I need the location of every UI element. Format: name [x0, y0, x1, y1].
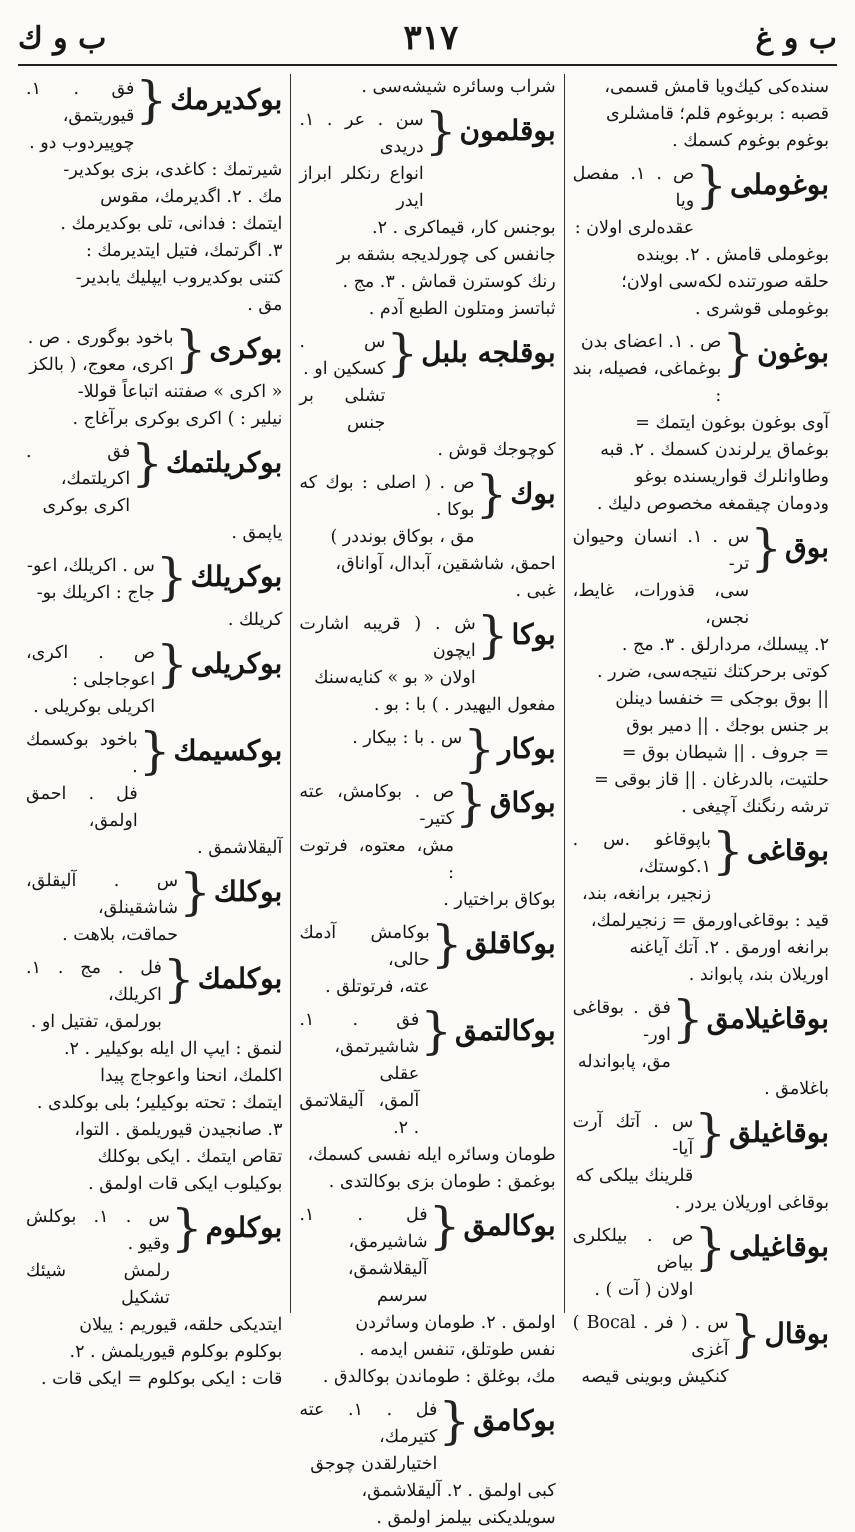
definition-line: فق . ١. شاشيرتمق، عقلى — [299, 1010, 420, 1084]
entry-spacer — [573, 1304, 829, 1308]
brace-glyph: { — [135, 71, 168, 129]
entry-head-row — [299, 1197, 556, 1310]
dictionary-entry — [26, 71, 283, 319]
entry-head-row — [26, 320, 283, 379]
headword: بوق — [785, 531, 829, 564]
definition-line: آليقلاشمق . — [197, 838, 283, 858]
dictionary-entry — [26, 320, 283, 433]
definition-line: || بوق بوجكى = خنفسا دينلن — [615, 689, 829, 709]
definition-start — [573, 995, 671, 1076]
brace-glyph: { — [430, 915, 463, 973]
definition-line: باغلامق . — [764, 1079, 829, 1099]
definition-line: ص . ( اصلى : بوك كه بوكا . — [299, 473, 475, 520]
definition-line: ياپمق . — [231, 523, 283, 543]
headword: بوقال — [764, 1317, 829, 1350]
definition-line: س . آتك آرت آيا- — [572, 1112, 694, 1159]
definition-line: كوتى برحركتك نتيجه‌سى، ضرر . — [597, 662, 829, 682]
definition-line: ودومان چيقمغه مخصوص دليك . — [596, 494, 829, 514]
dictionary-entry — [299, 102, 556, 323]
dictionary-entry — [299, 1197, 556, 1391]
page-header — [18, 14, 837, 62]
definition-line: قات : ايكى بوكلوم = ايكى قات . — [41, 1369, 283, 1389]
entry-spacer — [26, 949, 282, 953]
definition-line: ش . ( قريبه اشارت ايچون — [299, 614, 476, 661]
dictionary-entry — [299, 1392, 556, 1532]
dictionary-entry — [299, 1002, 556, 1196]
entry-head-row — [572, 519, 829, 632]
definition-line: س . با : بيكار . — [352, 728, 463, 748]
entry-head-row — [299, 102, 556, 215]
headword: بوغوملى — [730, 168, 829, 201]
definition-continued — [26, 379, 282, 433]
definition-line: ايتمك : فدانى، تلى بوكديرمك . — [60, 214, 283, 234]
definition-line: ٣. اگرتمك، فتيل ايتديرمك : — [85, 241, 283, 261]
brace-glyph: { — [695, 156, 728, 214]
entry-head-row — [572, 822, 829, 908]
definition-line: اكلمك، انحنا واعوجاج پيدا — [100, 1066, 283, 1086]
definition-line: س . ١. انسان وحيوان تر- — [572, 527, 750, 574]
definition-line: جاج : اكريلك بو- — [36, 583, 155, 603]
definition-line: اكريلى بوكريلى . — [33, 697, 156, 717]
dictionary-entry — [299, 915, 556, 1005]
page-number: ٣١٧ — [403, 18, 459, 58]
definition-line: بوغوملى قوشرى . — [695, 299, 829, 319]
definition-continued — [573, 1076, 829, 1103]
header-left-guide: ب و ك — [18, 20, 107, 56]
definition-start — [573, 1109, 694, 1190]
definition-line: غبى . — [515, 581, 556, 601]
brace-glyph: { — [455, 774, 487, 832]
definition-line: شيرتمك : كاغدى، بزى بوكدير- — [63, 160, 283, 180]
definition-line: فل . مج . ١. اكريلك، — [26, 958, 162, 1005]
definition-line: ترشه رنگنك آچيغى . — [681, 797, 829, 817]
entry-head-row — [299, 915, 556, 1001]
headword: بوكا — [511, 618, 556, 651]
definition-line: كنكيش وبوينى قيصه — [581, 1367, 729, 1387]
entry-head-row — [26, 863, 283, 949]
definition-line: حلقه صورتنده لكه‌سى اولان؛ — [621, 272, 829, 292]
definition-line: برانغه اورمق . ٢. آتك آياغنه — [629, 938, 829, 958]
definition-line: تشلى بر جنس — [299, 386, 386, 433]
definition-continued — [299, 692, 555, 719]
continued-text — [299, 74, 555, 101]
dictionary-entry — [26, 863, 283, 953]
definition-line: قيد : بوقاغى‌اورمق = زنجيرلمك، — [590, 911, 829, 931]
headword: بوك — [510, 477, 556, 510]
headword: بوقاغى — [746, 834, 829, 867]
headword: بوكديرمك — [170, 83, 283, 116]
dictionary-entry — [572, 1218, 829, 1308]
definition-start — [299, 1202, 427, 1310]
brace-glyph: { — [162, 950, 195, 1008]
headword: بوقاغيلق — [729, 1116, 829, 1149]
definition-line: مق . — [247, 295, 283, 315]
brace-glyph: { — [156, 635, 188, 693]
brace-glyph: { — [694, 1104, 727, 1162]
definition-line: بوغمق : طومان بزى بوكالتدى . — [328, 1172, 556, 1192]
column-middle — [291, 74, 564, 1528]
headword: بوكالمق — [463, 1209, 556, 1242]
headword: بوكسيمك — [173, 734, 283, 767]
definition-continued — [26, 157, 282, 319]
definition-start — [299, 329, 385, 437]
definition-line: س . اكريلك، اعو- — [27, 556, 155, 576]
dictionary-entry — [299, 606, 556, 719]
definition-line: سن . عر . ١. دريدى — [299, 110, 424, 157]
headword: بوكريلتمك — [166, 446, 283, 479]
definition-continued — [573, 1190, 829, 1217]
definition-start — [299, 1007, 419, 1142]
headword: بوكرى — [209, 332, 283, 365]
headword: بوقلجه بلبل — [421, 336, 556, 369]
definition-line: رلمش شيئك تشكيل — [26, 1261, 170, 1308]
definition-start — [573, 524, 750, 632]
definition-line: كوچوجك قوش . — [437, 440, 556, 460]
definition-line: مش، معتوه، فرتوت : — [299, 836, 455, 883]
brace-glyph: { — [712, 822, 744, 880]
definition-line: اولان ( آت ) . — [594, 1280, 694, 1300]
definition-start — [26, 439, 130, 520]
brace-glyph: { — [476, 606, 509, 664]
definition-start — [299, 107, 423, 215]
definition-line: = جروف . || شيطان بوق = — [621, 743, 829, 763]
headword: بوكامق — [473, 1404, 556, 1437]
dictionary-entry — [26, 434, 283, 547]
headword: بوكالتمق — [455, 1014, 556, 1047]
brace-glyph: { — [438, 1392, 471, 1450]
definition-continued — [299, 1310, 555, 1391]
text-line: بوغوم بوغوم كسمك . — [672, 131, 829, 151]
entry-head-row — [26, 950, 283, 1036]
headword: بوقاغيلامق — [706, 1002, 829, 1035]
brace-glyph: { — [694, 1218, 727, 1276]
definition-line: بوغماغى، فصيله، بند : — [572, 359, 722, 406]
dictionary-entry — [299, 465, 556, 605]
definition-line: نفس طوتلق، تنفس ايدمه . — [358, 1340, 556, 1360]
headword: بوقلمون — [459, 114, 556, 147]
definition-line: بوغوملى قامش . ٢. بوينده — [636, 245, 829, 265]
brace-glyph: { — [138, 722, 171, 780]
entry-head-row — [26, 722, 283, 835]
definition-start — [26, 553, 155, 607]
entry-head-row — [299, 720, 556, 778]
brace-glyph: { — [463, 720, 496, 778]
definition-line: اولان « بو » كنايه‌سنك — [314, 668, 476, 688]
definition-line: مق، پابواندله — [577, 1052, 671, 1072]
definition-line: سويلديكنى بيلمز اولمق . — [376, 1508, 556, 1528]
definition-start — [26, 727, 138, 835]
headword: بوكريلى — [190, 647, 283, 680]
definition-line: فق . اكريلتمك، — [26, 442, 131, 489]
definition-line: آوى بوغون بوغون ايتمك = — [635, 413, 829, 433]
definition-continued — [573, 410, 829, 518]
definition-line: حلتيت، بالدرغان . || قاز بوقى = — [594, 770, 829, 790]
brace-glyph: { — [131, 434, 163, 492]
header-rule — [18, 64, 837, 66]
dictionary-entry — [26, 548, 283, 634]
definition-start — [26, 76, 134, 157]
definition-line: كتنى بوكديروب ايپليك يابدير- — [75, 268, 283, 288]
headword: بوكريلك — [190, 560, 283, 593]
definition-line: فل . ١. عته كتيرمك، — [299, 1400, 438, 1447]
headword: بوكلوم — [205, 1211, 283, 1244]
text-line: سنده‌كى كيك‌ويا قامش قسمى، — [604, 77, 829, 97]
definition-continued — [299, 551, 555, 605]
definition-line: ٢. پيسلك، مردارلق . ٣. مج . — [621, 635, 829, 655]
definition-line: فل . ١. شاشيرمق، — [299, 1205, 428, 1252]
column-left — [18, 71, 291, 1389]
definition-start — [299, 920, 429, 1001]
definition-start — [299, 611, 475, 692]
definition-start — [573, 1310, 729, 1391]
definition-line: س . كسكين او . — [299, 332, 386, 379]
definition-line: مك . ٢. اگديرمك، مقوس — [100, 187, 283, 207]
brace-glyph: { — [170, 1199, 203, 1257]
entry-head-row — [572, 1104, 829, 1190]
text-line: قصبه : بربوغوم قلم؛ قامشلرى — [605, 104, 829, 124]
definition-line: بوكيلوب ايكى قات اولمق . — [88, 1174, 283, 1194]
definition-line: كريلك . — [227, 610, 283, 630]
definition-line: بوكامش آدمك حالى، — [299, 923, 430, 970]
definition-line: ٣. صانجيدن قيوريلمق . التوا، — [74, 1120, 283, 1140]
definition-line: بوغماق يرلرندن كسمك . ٢. قبه — [600, 440, 829, 460]
dictionary-entry — [299, 774, 556, 914]
dictionary-entry — [26, 635, 283, 725]
definition-continued — [26, 1036, 282, 1198]
entry-head-row — [299, 606, 556, 692]
definition-line: باخود بوكسمك . — [26, 730, 138, 777]
definition-line: بوكاق براختيار . — [443, 890, 556, 910]
definition-start — [573, 1223, 694, 1304]
definition-continued — [299, 1478, 555, 1532]
brace-glyph: { — [420, 1002, 453, 1060]
brace-glyph: { — [722, 324, 755, 382]
definition-line: « اكرى » صفتنه اتباعاً قوللا- — [77, 382, 283, 402]
entry-head-row — [26, 71, 283, 157]
dictionary-entry — [299, 720, 556, 778]
definition-line: فق . بوقاغى اور- — [572, 998, 671, 1045]
entry-head-row — [299, 1392, 556, 1478]
dictionary-entry — [572, 1305, 829, 1395]
definition-line: جانفس كى چورلديجه بشقه بر — [336, 245, 556, 265]
definition-line: ص . بيلكلرى بياض — [572, 1226, 694, 1273]
definition-line: عقده‌لرى اولان : — [574, 218, 695, 238]
definition-line: قلرينك بيلكى كه — [575, 1166, 694, 1186]
dictionary-entry — [572, 990, 829, 1103]
columns — [18, 71, 837, 1528]
definition-line: فل . احمق اولمق، — [26, 784, 138, 831]
entry-head-row — [26, 1199, 283, 1312]
definition-line: وطاوانلرك قواريسنده بوغو — [635, 467, 829, 487]
headword: بوقاغيلى — [729, 1230, 829, 1263]
brace-glyph: { — [729, 1305, 762, 1363]
definition-line: بورلمق، تفتيل او . — [30, 1012, 162, 1032]
headword: بوكلمك — [197, 962, 283, 995]
definition-line: ص . ١. مفصل ويا — [572, 164, 695, 211]
definition-line: سى، قذورات، غايط، نجس، — [572, 581, 750, 628]
dictionary-entry — [26, 950, 283, 1198]
definition-line: ص . بوكامش، عته كتير- — [299, 782, 455, 829]
dictionary-entry — [572, 1104, 829, 1217]
definition-start — [299, 470, 474, 551]
definition-continued — [299, 1142, 555, 1196]
definition-line: ايتديكى حلقه، قيوريم : ييلان — [79, 1315, 283, 1335]
definition-line: بوكلوم بوكلوم قيوريلمش . ٢. — [69, 1342, 283, 1362]
definition-line: عته، فرتوتلق . — [325, 977, 430, 997]
definition-line: انواع رنكلر ابراز ايدر — [299, 164, 424, 211]
definition-start — [26, 868, 178, 949]
definition-start — [299, 725, 462, 752]
dictionary-entry — [299, 324, 556, 464]
brace-glyph: { — [386, 324, 419, 382]
definition-start — [573, 329, 722, 410]
definition-line: كبى اولمق . ٢. آليقلاشمق، — [361, 1481, 556, 1501]
header-right-guide: ب و غ — [755, 20, 837, 56]
entry-spacer — [299, 773, 555, 777]
column-right — [565, 74, 837, 1387]
entry-head-row — [299, 465, 556, 551]
definition-line: طومان وسائره ايله نفسى كسمك، — [307, 1145, 556, 1165]
dictionary-entry — [572, 156, 829, 323]
brace-glyph: { — [671, 990, 704, 1048]
definition-start — [26, 325, 174, 379]
definition-start — [26, 1204, 170, 1312]
definition-continued — [299, 887, 555, 914]
definition-line: اختيارلقدن چوجق — [310, 1454, 438, 1474]
definition-line: مك، بوغلق : طوماندن بوكالدق . — [322, 1367, 556, 1387]
entry-head-row — [572, 324, 829, 410]
definition-line: زنجير، برانغه، بند، — [581, 884, 712, 904]
definition-line: س . آليقلق، شاشقينلق، — [26, 871, 179, 918]
entry-head-row — [572, 990, 829, 1076]
definition-start — [299, 779, 454, 887]
definition-line: ثباتسز ومتلون الطبع آدم . — [368, 299, 556, 319]
definition-continued — [26, 1312, 282, 1393]
entry-head-row — [299, 1002, 556, 1142]
entry-head-row — [572, 1305, 829, 1391]
definition-line: بر جنس بوجك . || دمير بوق — [626, 716, 829, 736]
definition-line: تقاص ايتمك . ايكى بوكلك — [97, 1147, 283, 1167]
brace-glyph: { — [428, 1197, 461, 1255]
brace-glyph: { — [155, 548, 188, 606]
brace-glyph: { — [174, 320, 207, 378]
definition-continued — [26, 835, 282, 862]
entry-head-row — [26, 434, 283, 520]
brace-glyph: { — [179, 863, 211, 921]
definition-line: حماقت، بلاهت . — [62, 925, 179, 945]
brace-glyph: { — [475, 465, 508, 523]
definition-line: اوريلان بند، پابواند . — [688, 965, 829, 985]
definition-line: آليقلاشمق، سرسم — [347, 1259, 428, 1306]
definition-line: لنمق : ايپ ال ايله بوكيلير . ٢. — [63, 1039, 283, 1059]
headword: بوكاق — [489, 786, 556, 819]
dictionary-entry — [26, 1199, 283, 1393]
definition-continued — [26, 520, 282, 547]
definition-line: مفعول اليهيدر . ) با : بو . — [373, 695, 556, 715]
definition-start — [573, 161, 695, 242]
definition-start — [26, 955, 162, 1036]
definition-line: س . ١. بوكلش وقيو . — [26, 1207, 170, 1254]
definition-line: چوپيردوب دو . — [29, 133, 135, 153]
headword: بوغون — [757, 336, 829, 369]
headword: بوكاقلق — [465, 927, 556, 960]
dictionary-entry — [26, 722, 283, 862]
headword: بوكار — [498, 732, 556, 765]
definition-continued — [573, 908, 829, 989]
definition-start — [26, 640, 155, 721]
definition-line: بوقاغى اوريلان يردر . — [674, 1193, 829, 1213]
headword: بوكلك — [213, 875, 283, 908]
definition-line: نيلير : ) اكرى بوكرى برآغاج . — [72, 409, 283, 429]
definition-line: ص . ١. اعضاى بدن — [580, 332, 722, 352]
dictionary-entry — [572, 519, 829, 821]
entry-head-row — [26, 635, 283, 721]
definition-continued — [573, 242, 829, 323]
entry-spacer — [573, 1391, 829, 1395]
definition-continued — [573, 632, 829, 821]
definition-line: ص . اكرى، اعوجاجلى : — [26, 643, 156, 690]
definition-line: اولمق . ٢. طومان وساثردن — [355, 1313, 556, 1333]
definition-start — [573, 827, 711, 908]
definition-continued — [299, 215, 555, 323]
definition-line: آلمق، آليقلاتمق . ٢. — [299, 1091, 420, 1138]
definition-line: مق ، بوكاق بونددر ) — [330, 527, 475, 547]
definition-continued — [299, 437, 555, 464]
entry-head-row — [572, 1218, 829, 1304]
brace-glyph: { — [424, 102, 457, 160]
entry-head-row — [26, 548, 283, 607]
definition-line: س . ( فر . Bocal ) آغزى — [572, 1313, 729, 1360]
continued-text — [573, 74, 829, 155]
definition-line: رنك كوسترن قماش . ٣. مج . — [342, 272, 556, 292]
definition-continued — [26, 607, 282, 634]
definition-line: احمق، شاشقين، آبدال، آواناق، — [335, 554, 556, 574]
definition-line: فق . ١. قيوريتمق، — [26, 79, 135, 126]
definition-line: بوجنس كار، قيماكرى . ٢. — [372, 218, 556, 238]
definition-line: اكرى، معوج، ( بالكز — [29, 355, 174, 375]
definition-line: ايتمك : تحته بوكيلير؛ بلى بوكلدى . — [36, 1093, 283, 1113]
text-line: شراب وسائره شيشه‌سى . — [361, 77, 556, 97]
entry-head-row — [299, 324, 556, 437]
entry-head-row — [299, 774, 556, 887]
brace-glyph: { — [750, 519, 783, 577]
definition-line: اكرى بوكرى — [42, 496, 131, 516]
definition-line: باخود بوگورى . ص . — [27, 328, 174, 348]
entry-head-row — [572, 156, 829, 242]
dictionary-entry — [572, 324, 829, 518]
dictionary-entry — [572, 822, 829, 989]
definition-start — [299, 1397, 437, 1478]
definition-line: باپوقاغو .س . ١.كوستك، — [572, 830, 712, 877]
